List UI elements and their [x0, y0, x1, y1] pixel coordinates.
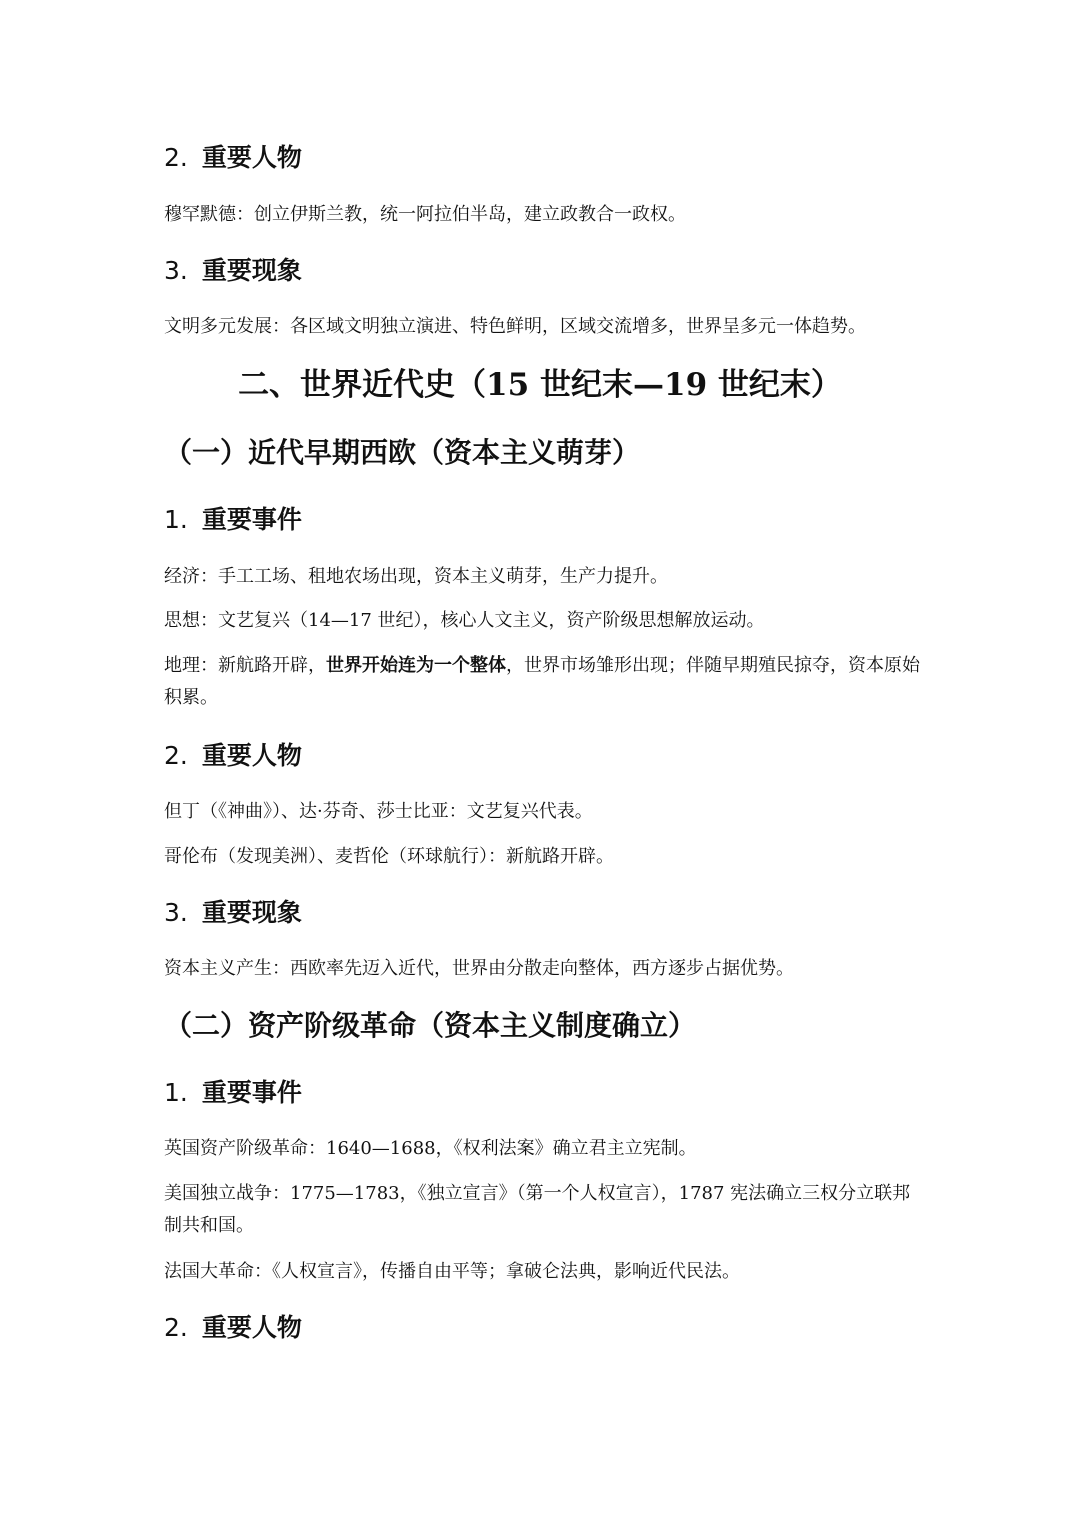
section-title-early-modern-europe: （一）近代早期西欧（资本主义萌芽）	[164, 436, 641, 469]
paragraph-capitalism-emergence: 资本主义产生：西欧率先迈入近代，世界由分散走向整体，西方逐步占据优势。	[164, 958, 794, 979]
heading-important-phenomena-2: 3. 重要现象	[164, 898, 302, 927]
heading-important-events-2: 1. 重要事件	[164, 1078, 302, 1107]
paragraph-navigators: 哥伦布（发现美洲）、麦哲伦（环球航行）：新航路开辟。	[164, 846, 614, 867]
paragraph-american-independence: 美国独立战争：1775—1783，《独立宣言》（第一个人权宣言），1787 宪法确立三权分立联邦制共和国。	[164, 1183, 911, 1236]
heading-important-people-1: 2. 重要人物	[164, 143, 302, 172]
paragraph-geography: 地理：新航路开辟，世界开始连为一个整体，世界市场雏形出现；伴随早期殖民掠夺，资本原始积累。	[164, 655, 920, 708]
paragraph-renaissance-figures: 但丁（《神曲》）、达·芬奇、莎士比亚：文艺复兴代表。	[164, 801, 593, 822]
paragraph-muhammad: 穆罕默德：创立伊斯兰教，统一阿拉伯半岛，建立政教合一政权。	[164, 204, 686, 225]
paragraph-thought: 思想：文艺复兴（14—17 世纪），核心人文主义，资产阶级思想解放运动。	[164, 610, 765, 631]
heading-important-people-3: 2. 重要人物	[164, 1313, 302, 1342]
paragraph-economy: 经济：手工工场、租地农场出现，资本主义萌芽，生产力提升。	[164, 566, 668, 587]
part-title-modern-history: 二、世界近代史（15 世纪末—19 世纪末）	[238, 367, 842, 403]
paragraph-french-revolution: 法国大革命：《人权宣言》，传播自由平等；拿破仑法典，影响近代民法。	[164, 1261, 740, 1282]
heading-important-events-1: 1. 重要事件	[164, 505, 302, 534]
heading-important-phenomena-1: 3. 重要现象	[164, 256, 302, 285]
paragraph-civilization-diversity: 文明多元发展：各区域文明独立演进、特色鲜明，区域交流增多，世界呈多元一体趋势。	[164, 316, 866, 337]
section-title-bourgeois-revolutions: （二）资产阶级革命（资本主义制度确立）	[164, 1009, 697, 1042]
paragraph-english-revolution: 英国资产阶级革命：1640—1688，《权利法案》确立君主立宪制。	[164, 1138, 697, 1159]
heading-important-people-2: 2. 重要人物	[164, 741, 302, 770]
